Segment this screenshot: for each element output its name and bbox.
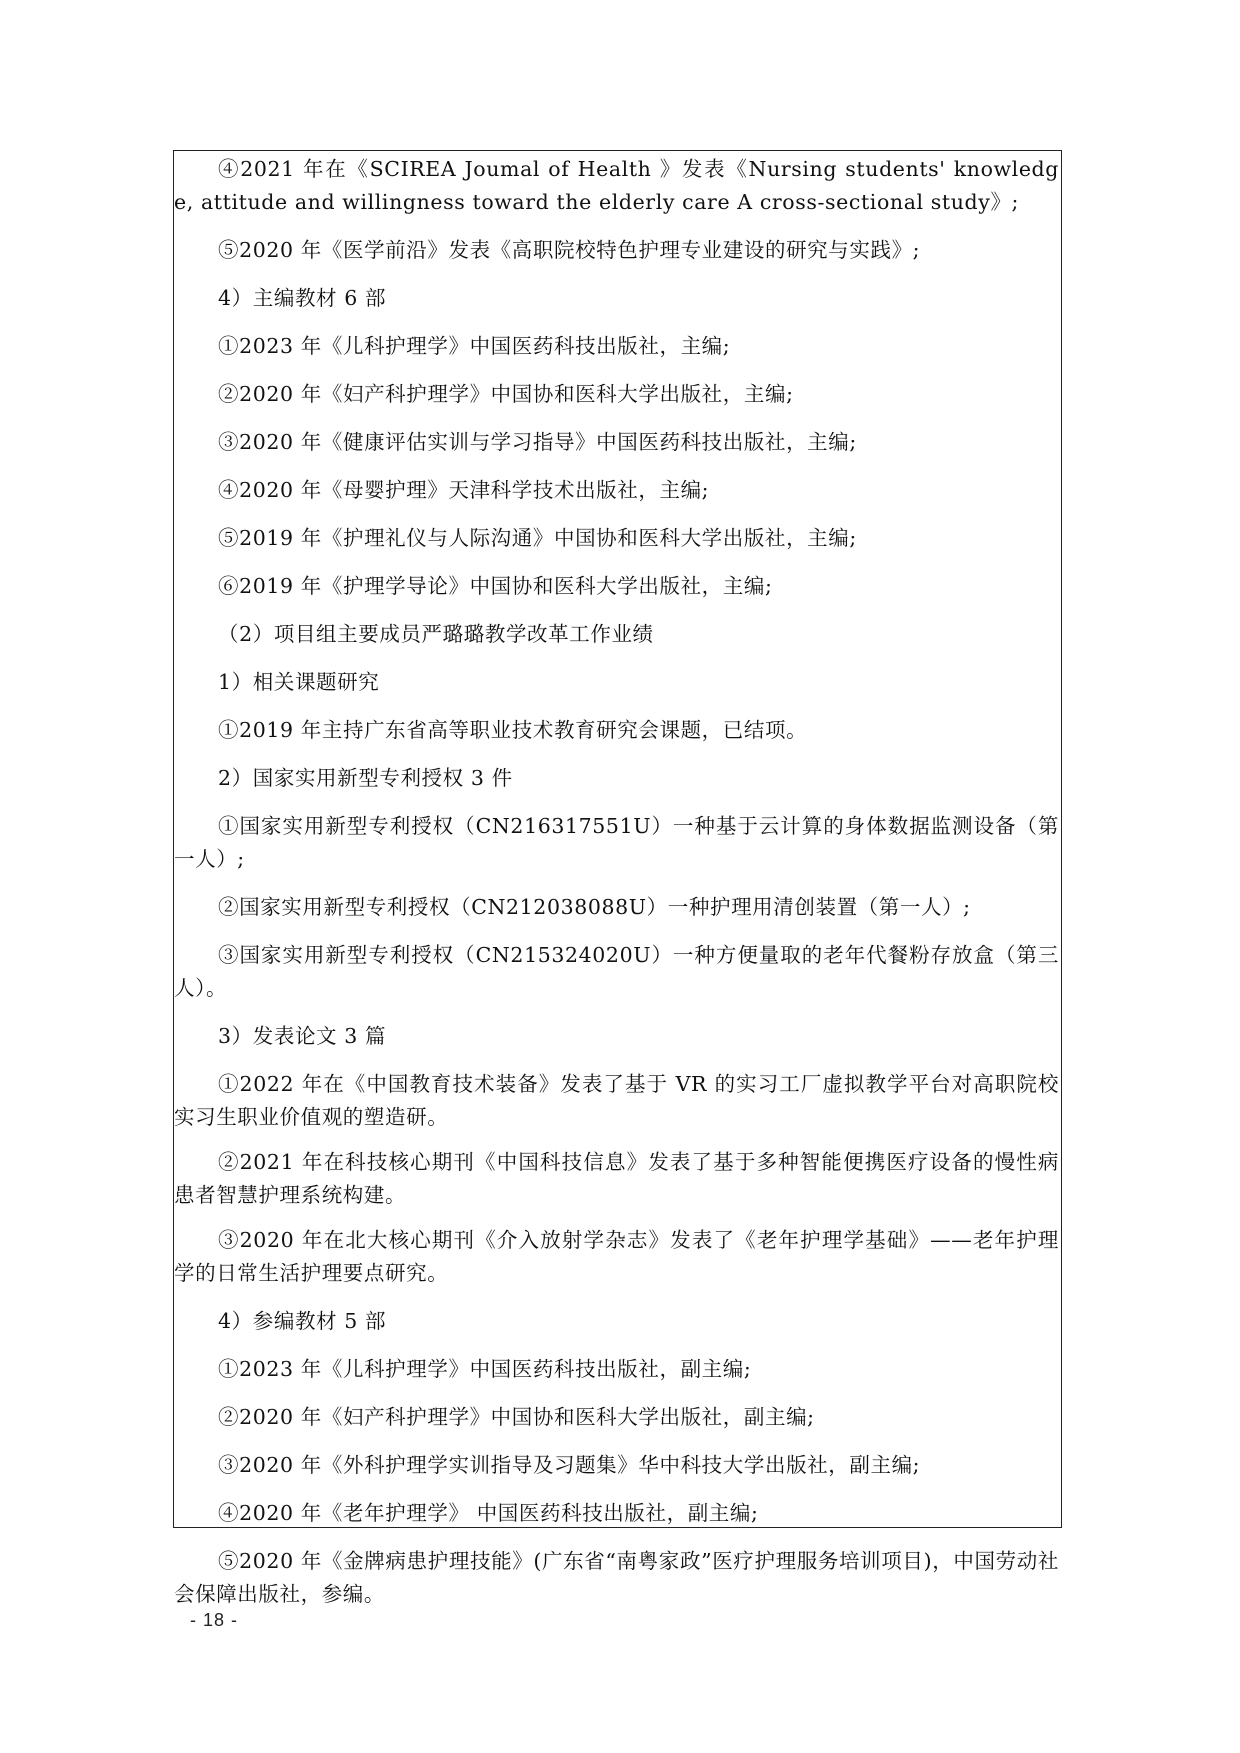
textbook-item-1: ①2023 年《儿科护理学》中国医药科技出版社，主编; [218,334,731,358]
section-heading-patents: 2）国家实用新型专利授权 3 件 [218,766,513,790]
patent-item-2: ②国家实用新型专利授权（CN212038088U）一种护理用清创装置（第一人）; [218,895,971,919]
contrib-textbook-item-1: ①2023 年《儿科护理学》中国医药科技出版社，副主编; [218,1357,752,1381]
research-item-1: ①2019 年主持广东省高等职业技术教育研究会课题，已结项。 [218,718,808,742]
contrib-textbook-item-5: ⑤2020 年《金牌病患护理技能》(广东省“南粤家政”医疗护理服务培训项目)，中国劳动社会保障出版社，参编。 [174,1549,1059,1606]
member-paper-item-1: ①2022 年在《中国教育技术装备》发表了基于 VR 的实习工厂虚拟教学平台对高职院校实习生职业价值观的塑造研。 [174,1072,1059,1129]
page-number: - 18 - [190,1610,239,1630]
content-table-cell [173,150,1062,1606]
contrib-textbook-item-2: ②2020 年《妇产科护理学》中国协和医科大学出版社，副主编; [218,1405,815,1429]
section-heading-textbooks-contributor: 4）参编教材 5 部 [218,1309,387,1333]
contrib-textbook-item-3: ③2020 年《外科护理学实训指导及习题集》华中科技大学出版社，副主编; [218,1453,921,1477]
member-paper-item-3: ③2020 年在北大核心期刊《介入放射学杂志》发表了《老年护理学基础》——老年护理学的日常生活护理要点研究。 [174,1228,1059,1285]
paper-item-4: ④2021 年在《SCIREA Joumal of Health 》发表《Nursing students' knowledge, attitude and willingness toward the elderly care A cross-sectional study》; [174,157,1059,214]
member-paper-item-2: ②2021 年在科技核心期刊《中国科技信息》发表了基于多种智能便携医疗设备的慢性病患者智慧护理系统构建。 [174,1150,1059,1207]
section-heading-research: 1）相关课题研究 [218,670,380,694]
textbook-item-2: ②2020 年《妇产科护理学》中国协和医科大学出版社，主编; [218,382,794,406]
paper-item-5: ⑤2020 年《医学前沿》发表《高职院校特色护理专业建设的研究与实践》; [218,238,921,262]
section-heading-member-achievements: （2）项目组主要成员严璐璐教学改革工作业绩 [218,622,654,646]
patent-item-1: ①国家实用新型专利授权（CN216317551U）一种基于云计算的身体数据监测设备（第一人）; [174,814,1059,871]
section-heading-papers: 3）发表论文 3 篇 [218,1024,387,1048]
textbook-item-5: ⑤2019 年《护理礼仪与人际沟通》中国协和医科大学出版社，主编; [218,526,857,550]
patent-item-3: ③国家实用新型专利授权（CN215324020U）一种方便量取的老年代餐粉存放盒（第三人）。 [174,943,1059,1000]
contrib-textbook-item-4: ④2020 年《老年护理学》 中国医药科技出版社，副主编; [218,1501,759,1525]
textbook-item-6: ⑥2019 年《护理学导论》中国协和医科大学出版社，主编; [218,574,773,598]
textbook-item-4: ④2020 年《母婴护理》天津科学技术出版社，主编; [218,478,710,502]
textbook-item-3: ③2020 年《健康评估实训与学习指导》中国医药科技出版社，主编; [218,430,857,454]
section-heading-textbooks-editor: 4）主编教材 6 部 [218,286,387,310]
